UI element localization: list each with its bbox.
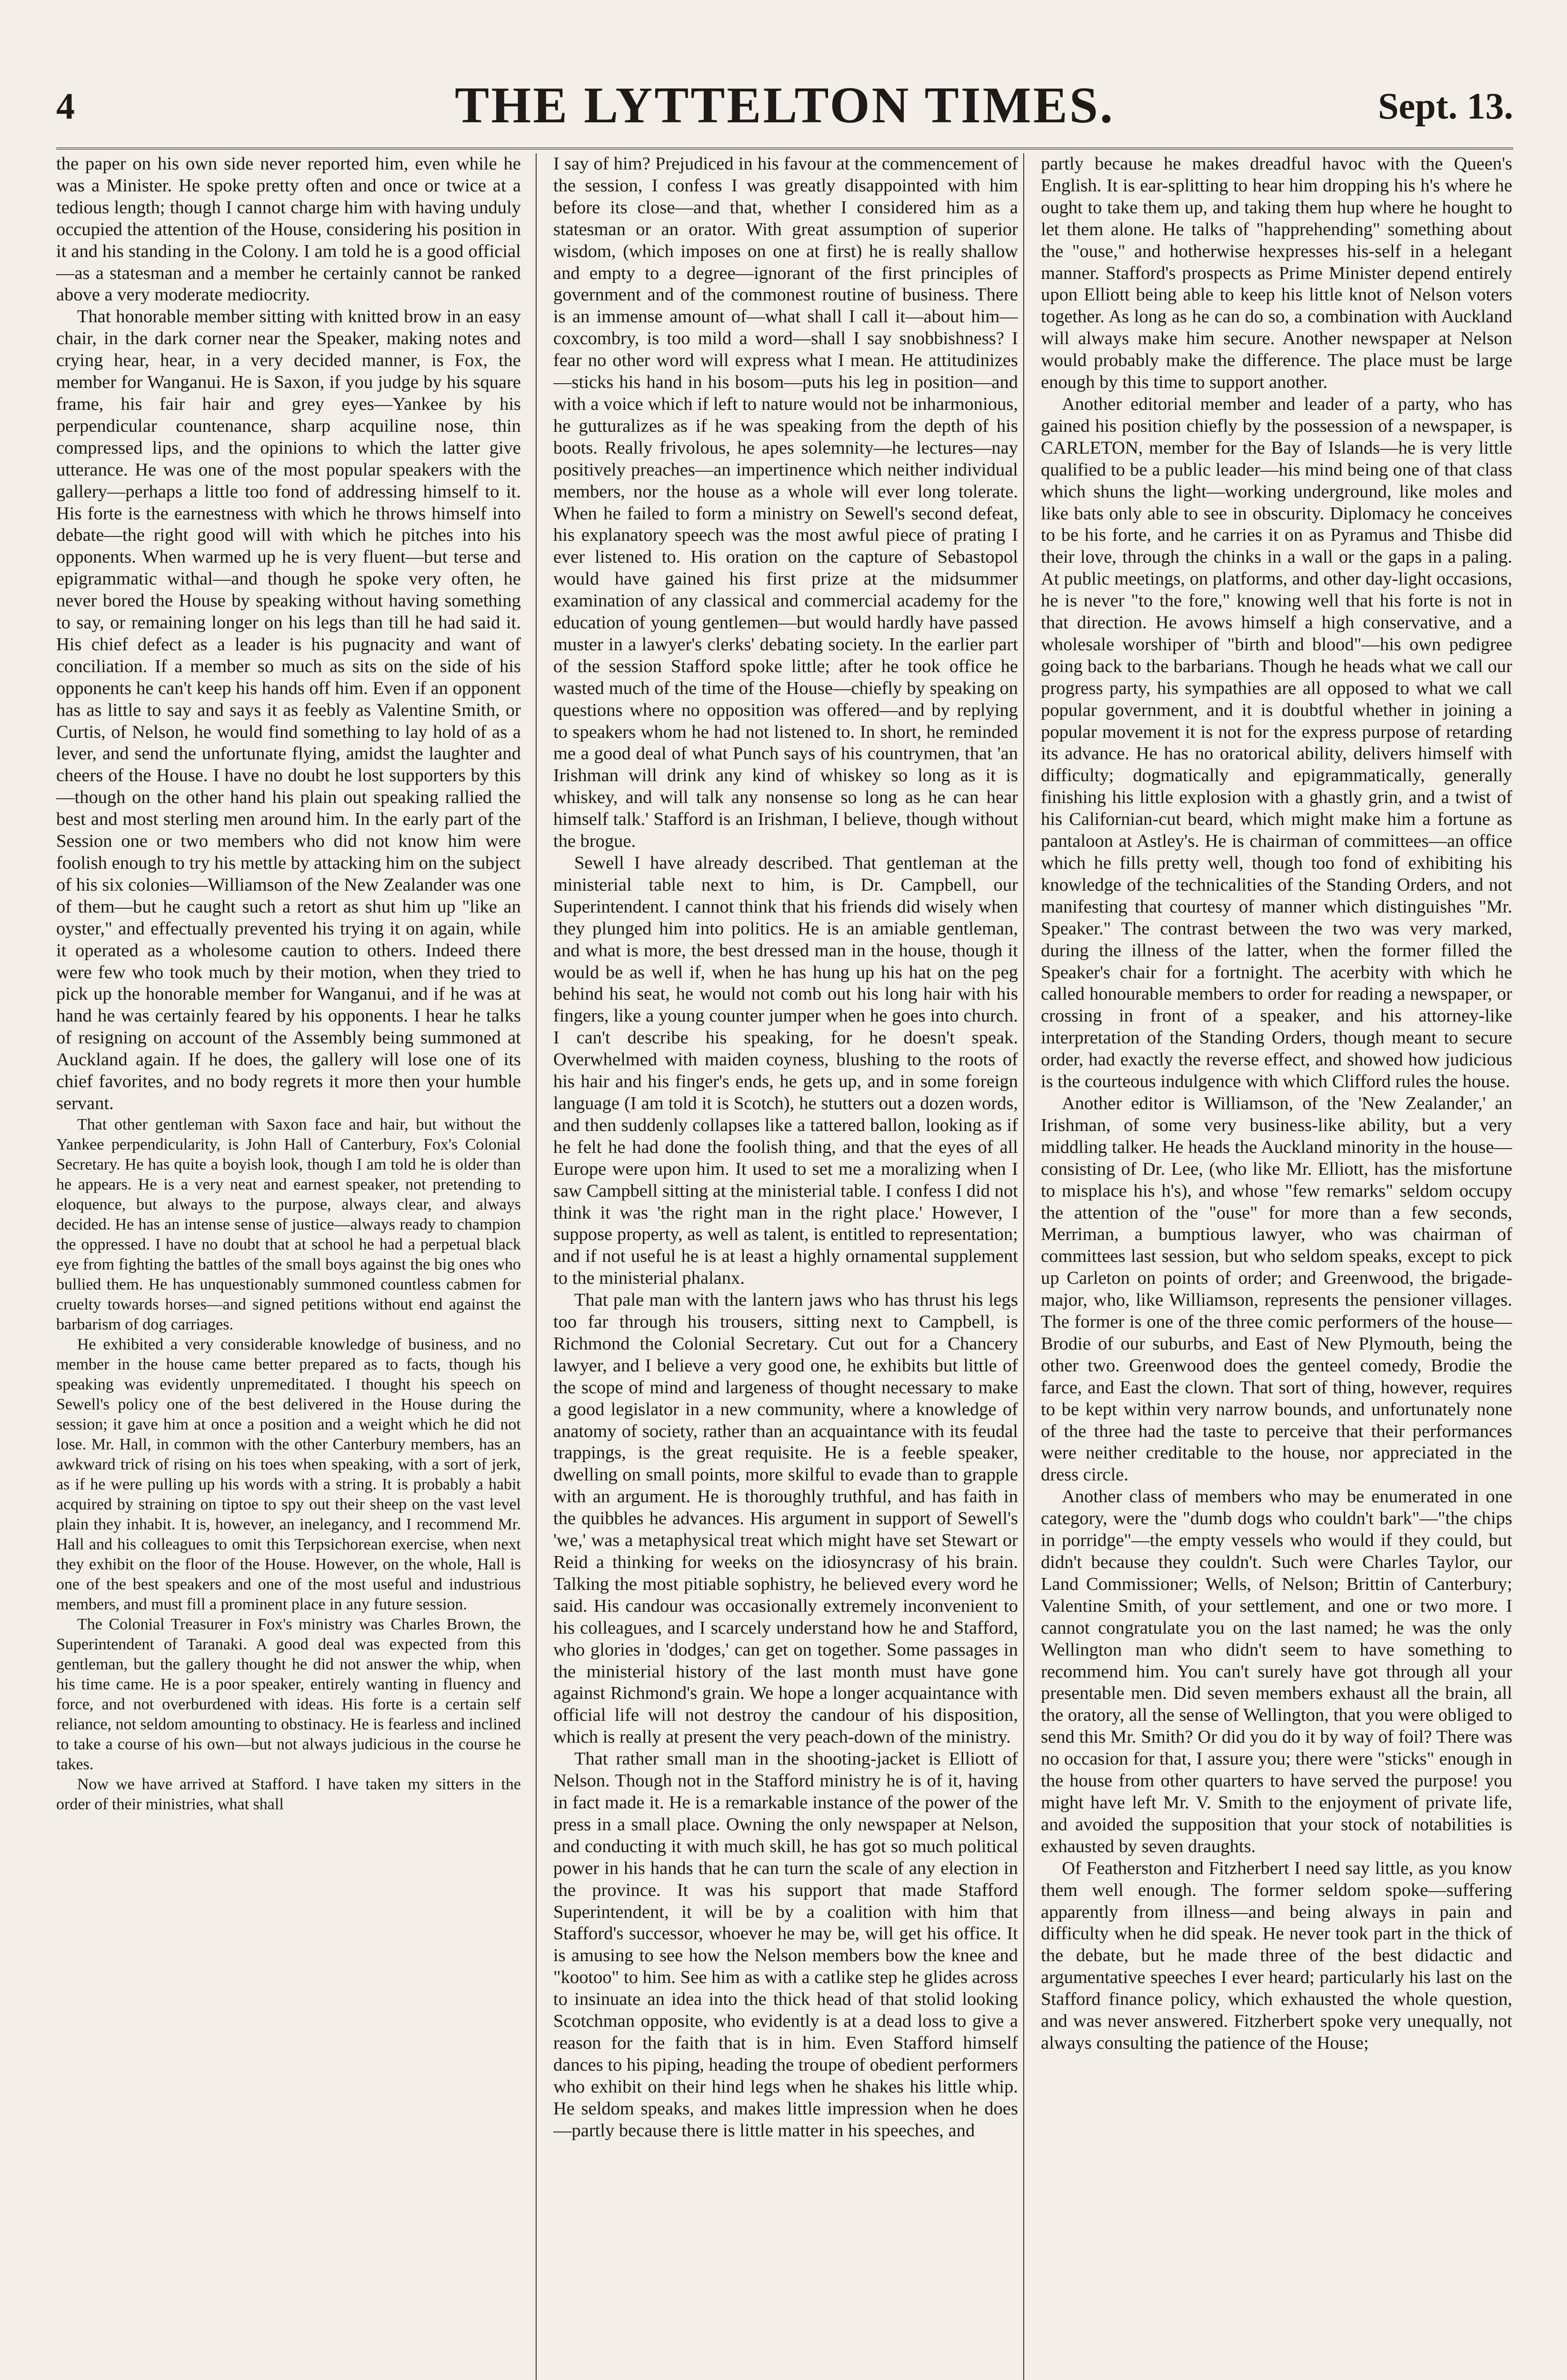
column-2 <box>553 153 1018 2380</box>
paragraph: Another editorial member and leader of a party, who has gained his position chiefly by the possession of a newspaper, is CARLETON, member for the Bay of Islands—he is very little qualified to be a public leader—his mind being one of that class which shuns the light—working underground, like moles and like bats only able to see in obscurity. Diplomacy he conceives to be his forte, and he carries it on as Pyramus and Thisbe did their love, through the chinks in a wall or the gaps in a paling. At public meetings, on platforms, and other day-light occasions, he is never "to the fore," knowing well that his forte is not in that direction. He avows himself a high conservative, and a wholesale worshiper of "birth and blood"—his own pedigree going back to the barbarians. Though he heads what we call our progress party, his sympathies are all opposed to what we call popular government, and it is doubtful whether in joining a popular movement it is not for the express purpose of retarding its advance. He has no oratorical ability, delivers himself with difficulty; dogmatically and epigrammatically, generally finishing his little explosion with a ghastly grin, and a twist of his Californian-cut beard, which might make him a fortune as pantaloon at Astley's. He is chairman of committees—an office which he fills pretty well, though too fond of exhibiting his knowledge of the technicalities of the Standing Orders, and not manifesting that courtesy of manner which distinguishes "Mr. Speaker." The contrast between the two was very marked, during the illness of the latter, when the former filled the Speaker's chair for a fortnight. The acerbity with which he called honourable members to order for reading a newspaper, or crossing in front of a speaker, and his attorney-like interpretation of the Standing Orders, though meant to secure order, had exactly the reverse effect, and showed how judicious is the courteous indulgence with which Clifford rules the house. <box>1041 394 1512 1092</box>
newspaper-title: THE LYTTELTON TIMES. <box>455 77 1115 134</box>
paragraph: Another class of members who may be enumerated in one category, were the "dumb dogs who couldn't bark"—"the chips in porridge"—the empty vessels who would if they could, but didn't because they couldn't. Such were Charles Taylor, our Land Commissioner; Wells, of Nelson; Brittin of Canterbury; Valentine Smith, of your settlement, and one or two more. I cannot congratulate you on the last named; he was the only Wellington man who didn't seem to have something to recommend him. You can't surely have got through all your presentable men. Did seven members exhaust all the brain, all the oratory, all the sense of Wellington, that you were obliged to send this Mr. Smith? Or did you do it by way of foil? There was no occasion for that, I assure you; there were "sticks" enough in the house from other quarters to have served the purpose! you might have left Mr. V. Smith to the enjoyment of private life, and avoided the supposition that your stock of notabilities is exhausted by seven draughts. <box>1041 1487 1512 1856</box>
paragraph: He exhibited a very considerable knowledge of business, and no member in the house came better prepared as to facts, though his speaking was evidently unpremeditated. I thought his speech on Sewell's policy one of the best delivered in the House during the session; it gave him at once a position and a weight which he did not lose. Mr. Hall, in common with the other Canterbury members, has an awkward trick of rising on his toes when speaking, with a sort of jerk, as if he were pulling up his words with a string. It is probably a habit acquired by straining on tiptoe to spy out their sheep on the vast level plain they inhabit. It is, however, an inelegancy, and I recommend Mr. Hall and his colleagues to omit this Terpsichorean exercise, when next they exhibit on the floor of the House. However, on the whole, Hall is one of the best speakers and one of the most useful and industrious members, and must fill a prominent place in any future session. <box>56 1335 521 1613</box>
paragraph: Sewell I have already described. That gentleman at the ministerial table next to him, is Dr. Campbell, our Superintendent. I cannot think that his friends did wisely when they plunged him into politics. He is an amiable gentleman, and what is more, the best dressed man in the house, though it would be as well if, when he has hung up his hat on the peg behind his seat, he would not comb out his long hair with his fingers, like a young counter jumper when he goes into church. I can't describe his speaking, for he doesn't speak. Overwhelmed with maiden coyness, blushing to the roots of his hair and his finger's ends, he gets up, and in some foreign language (I am told it is Scotch), he stutters out a dozen words, and then suddenly collapses like a tattered ballon, looking as if he felt he had done the foolish thing, and that the eyes of all Europe were upon him. It used to set me a moralizing when I saw Campbell sitting at the ministerial table. I confess I did not think it was 'the right man in the right place.' However, I suppose property, as well as talent, is entitled to representation; and if not useful he is at least a highly ornamental supplement to the ministerial phalanx. <box>553 853 1018 1289</box>
page-number: 4 <box>56 85 75 127</box>
column-rule <box>536 153 537 2380</box>
paragraph: Of Featherston and Fitzherbert I need say little, as you know them well enough. The former seldom spoke—suffering apparently from illness—and being always in pain and difficulty when he did speak. He never took part in the thick of the debate, but he made three of the best didactic and argumentative speeches I ever heard; particularly his last on the Stafford finance policy, which exhausted the whole question, and was never answered. Fitzherbert spoke very unequally, not always consulting the patience of the House; <box>1041 1858 1512 2053</box>
paragraph: partly because he makes dreadful havoc with the Queen's English. It is ear-splitting to hear him dropping his h's where he ought to take them up, and taking them hup where he hought to let them alone. He talks of "happrehending" something about the "ouse," and hotherwise hexpresses his-self in a helegant manner. Stafford's prospects as Prime Minister depend entirely upon Elliott being able to keep his little knot of Nelson voters together. As long as he can do so, a combination with Auckland will always make him secure. Another newspaper at Nelson would probably make the difference. The place must be large enough by this time to support another. <box>1041 154 1512 393</box>
paragraph: Another editor is Williamson, of the 'New Zealander,' an Irishman, of some very business-like ability, but a very middling talker. He heads the Auckland minority in the house—consisting of Dr. Lee, (who like Mr. Elliott, has the misfortune to misplace his h's), and whose "few remarks" seldom occupy the attention of the "ouse" for more than a few seconds, Merriman, a bumptious lawyer, who was chairman of committees last session, but who seldom speaks, except to pick up Carleton on points of order; and Greenwood, the brigade-major, who, like Williamson, represents the pensioner villages. The former is one of the three comic performers of the house—Brodie of our suburbs, and East of New Plymouth, being the other two. Greenwood does the genteel comedy, Brodie the farce, and East the clown. That sort of thing, however, requires to be kept within very narrow bounds, and unfortunately none of the three had the taste to perceive that their performances were neither creditable to the house, nor appreciated in the dress circle. <box>1041 1093 1512 1485</box>
paragraph: The Colonial Treasurer in Fox's ministry was Charles Brown, the Superintendent of Taranaki. A good deal was expected from this gentleman, but the gallery thought he did not answer the whip, when his time came. He is a poor speaker, entirely wanting in fluency and force, and not overburdened with ideas. His forte is a certain self reliance, not seldom amounting to obstinacy. He is fearless and inclined to take a course of his own—but not always judicious in the course he takes. <box>56 1615 521 1773</box>
paragraph: That honorable member sitting with knitted brow in an easy chair, in the dark corner near the Speaker, making notes and crying hear, hear, in a very decided manner, is Fox, the member for Wanganui. He is Saxon, if you judge by his square frame, his fair hair and grey eyes—Yankee by his perpendicular countenance, sharp acquiline nose, thin compressed lips, and the opinions to which the latter give utterance. He was one of the most popular speakers with the gallery—perhaps a little too fond of addressing himself to it. His forte is the earnestness with which he throws himself into debate—the right good will with which he pitches into his opponents. When warmed up he is very fluent—but terse and epigrammatic withal—and though he spoke very often, he never bored the House by speaking without having something to say, or remaining longer on his legs than till he had said it. His chief defect as a leader is his pugnacity and want of conciliation. If a member so much as sits on the side of his opponents he can't keep his hands off him. Even if an opponent has as little to say and says it as feebly as Valentine Smith, or Curtis, of Nelson, he would find something to lay hold of as a lever, and send the unfortunate flying, amidst the laughter and cheers of the House. I have no doubt he lost supporters by this—though on the other hand his plain out speaking rallied the best and most sterling men around him. In the early part of the Session one or two members who did not know him were foolish enough to try his mettle by attacking him on the subject of his six colonies—Williamson of the New Zealander was one of them—but he caught such a retort as shut him up "like an oyster," and effectually prevented his trying it on again, while it operated as a wholesome caution to others. Indeed there were few who took much by their motion, when they tried to pick up the honorable member for Wanganui, and if he was at hand he was certainly feared by his opponents. I hear he talks of resigning on account of the Assembly being summoned at Auckland again. If he does, the gallery will lose one of its chief favorites, and no body regrets it more then your humble servant. <box>56 307 521 1113</box>
paragraph: I say of him? Prejudiced in his favour at the commencement of the session, I confess I was greatly disappointed with him before its close—and that, whether I considered him as a statesman or an orator. With great assumption of superior wisdom, (which imposes on one at first) he is really shallow and empty to a degree—ignorant of the first principles of government and of the commonest routine of business. There is an immense amount of—what shall I call it—about him—coxcombry, is too mild a word—shall I say snobbishness? I fear no other word will express what I mean. He attitudinizes—sticks his hand in his bosom—puts his leg in position—and with a voice which if left to nature would not be inharmonious, he gutturalizes as if he was speaking from the depth of his boots. Really frivolous, he apes solemnity—he lectures—nay positively preaches—an impertinence which neither individual members, nor the house as a whole will ever long tolerate. When he failed to form a ministry on Sewell's second defeat, his explanatory speech was the most awful piece of prating I ever listened to. His oration on the capture of Sebastopol would have gained his first prize at the midsummer examination of any classical and commercial academy for the education of young gentlemen—but would hardly have passed muster in a lawyer's clerks' debating society. In the earlier part of the session Stafford spoke little; after he took office he wasted much of the time of the House—chiefly by speaking on questions where no opposition was offered—and by replying to speakers whom he had not listened to. In short, he reminded me a good deal of what Punch says of his countrymen, that 'an Irishman will drink any kind of whiskey so long as it is whiskey, and will talk any nonsense so long as he can hear himself talk.' Stafford is an Irishman, I believe, though without the brogue. <box>553 154 1018 852</box>
paragraph: That pale man with the lantern jaws who has thrust his legs too far through his trousers, sitting next to Campbell, is Richmond the Colonial Secretary. Cut out for a Chancery lawyer, and I believe a very good one, he exhibits but little of the scope of mind and largeness of thought necessary to make a good legislator in a new community, where a knowledge of anatomy of society, rather than an acquaintance with its feudal trappings, is the great requisite. He is a feeble speaker, dwelling on small points, more skilful to evade than to grapple with an argument. He is thoroughly truthful, and has faith in the quibbles he advances. His argument in support of Sewell's 'we,' was a metaphysical treat which might have set Stewart or Reid a thinking for weeks on the idiosyncrasy of his brain. Talking the most pitiable sophistry, he believed every word he said. His candour was occasionally extremely inconvenient to his colleagues, and I scarcely understand how he and Stafford, who glories in 'dodges,' can get on together. Some passages in the ministerial history of the last month must have gone against Richmond's grain. We hope a longer acquaintance with official life will not destroy the candour of his disposition, which is really at present the very peach-down of the ministry. <box>553 1290 1018 1747</box>
column-rule <box>1023 153 1024 2380</box>
column-1 <box>56 153 521 2380</box>
paragraph: That other gentleman with Saxon face and hair, but without the Yankee perpendicularity, is John Hall of Canterbury, Fox's Colonial Secretary. He has quite a boyish look, though I am told he is older than he appears. He is a very neat and earnest speaker, not pretending to eloquence, but always to the purpose, always clear, and always decided. He has an intense sense of justice—always ready to champion the oppressed. I have no doubt that at school he had a perpetual black eye from fighting the battles of the small boys against the big ones who bullied them. He has unquestionably summoned countless cabmen for cruelty towards horses—and signed petitions without end against the barbarism of dog carriages. <box>56 1115 521 1333</box>
paragraph: the paper on his own side never reported him, even while he was a Minister. He spoke pretty often and once or twice at a tedious length; though I cannot charge him with having unduly occupied the attention of the House, considering his position in it and his standing in the Colony. I am told he is a good official—as a statesman and a member he certainly cannot be ranked above a very moderate mediocrity. <box>56 154 521 305</box>
issue-date: Sept. 13. <box>1378 85 1513 127</box>
masthead <box>56 76 1513 149</box>
paragraph: Now we have arrived at Stafford. I have taken my sitters in the order of their ministries, what shall <box>56 1775 521 1813</box>
column-3 <box>1041 153 1512 2380</box>
paragraph: That rather small man in the shooting-jacket is Elliott of Nelson. Though not in the Stafford ministry he is of it, having in fact made it. He is a remarkable instance of the power of the press in a small place. Owning the only newspaper at Nelson, and conducting it with much skill, he has got so much political power in his hands that he can turn the scale of any election in the province. It was his support that made Stafford Superintendent, it will be by a coalition with him that Stafford's successor, whoever he may be, will get his office. It is amusing to see how the Nelson members bow the knee and "kootoo" to him. See him as with a catlike step he glides across to insinuate an idea into the thick head of that stolid looking Scotchman opposite, who evidently is at a dead loss to give a reason for the faith that is in him. Even Stafford himself dances to his piping, heading the troupe of obedient performers who exhibit on their hind legs when he shakes his little whip. He seldom speaks, and makes little impression when he does—partly because there is little matter in his speeches, and <box>553 1749 1018 2141</box>
